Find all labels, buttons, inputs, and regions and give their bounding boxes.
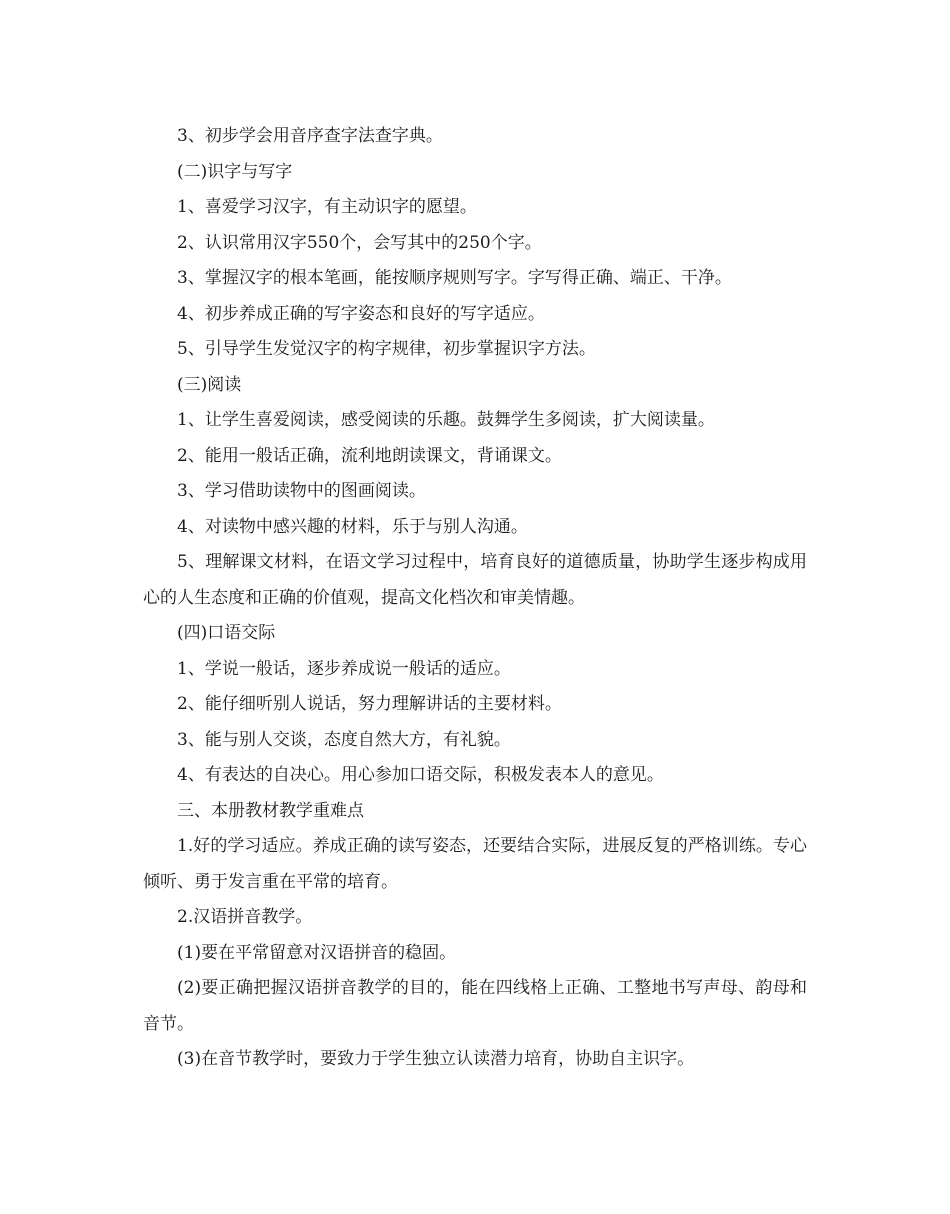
paragraph: 1.好的学习适应。养成正确的读写姿态，还要结合实际，进展反复的严格训练。专心倾听、勇于发言重在平常的培育。 (143, 836, 807, 892)
paragraph: 5、理解课文材料，在语文学习过程中，培育良好的道德质量，协助学生逐步构成用心的人生态度和正确的价值观，提高文化档次和审美情趣。 (143, 552, 807, 608)
paragraph: 4、对读物中感兴趣的材料，乐于与别人沟通。 (177, 516, 528, 537)
paragraph: (2)要正确把握汉语拼音教学的目的，能在四线格上正确、工整地书写声母、韵母和音节。 (143, 978, 807, 1034)
paragraph: 3、能与别人交谈，态度自然大方，有礼貌。 (177, 729, 511, 750)
paragraph: 3、学习借助读物中的图画阅读。 (177, 481, 426, 501)
paragraph: 2.汉语拼音教学。 (177, 907, 313, 927)
paragraph: 3、掌握汉字的根本笔画，能按顺序规则写字。字写得正确、端正、干净。 (177, 268, 732, 288)
section-heading: (二)识字与写字 (177, 161, 293, 182)
paragraph: (3)在音节教学时，要致力于学生独立认读潜力培育，协助自主识字。 (177, 1049, 695, 1069)
paragraph: (1)要在平常留意对汉语拼音的稳固。 (177, 942, 457, 963)
document-body (143, 119, 807, 1078)
paragraph: 1、学说一般话，逐步养成说一般话的适应。 (177, 658, 511, 679)
paragraph: 4、有表达的自决心。用心参加口语交际，积极发表本人的意见。 (177, 765, 664, 785)
paragraph: 2、能用一般话正确，流利地朗读课文，背诵课文。 (177, 445, 562, 466)
paragraph: 2、能仔细听别人说话，努力理解讲话的主要材料。 (177, 694, 562, 714)
paragraph: 2、认识常用汉字550个，会写其中的250个字。 (177, 232, 542, 253)
paragraph: 5、引导学生发觉汉字的构字规律，初步掌握识字方法。 (177, 339, 596, 359)
paragraph: 1、喜爱学习汉字，有主动识字的愿望。 (177, 197, 477, 217)
section-heading: 三、本册教材教学重难点 (177, 800, 364, 821)
paragraph: 1、让学生喜爱阅读，感受阅读的乐趣。鼓舞学生多阅读，扩大阅读量。 (177, 410, 715, 430)
paragraph: 3、初步学会用音序查字法查字典。 (177, 126, 443, 146)
section-heading: (三)阅读 (177, 374, 242, 395)
section-heading: (四)口语交际 (177, 623, 276, 643)
paragraph: 4、初步养成正确的写字姿态和良好的写字适应。 (177, 303, 545, 324)
